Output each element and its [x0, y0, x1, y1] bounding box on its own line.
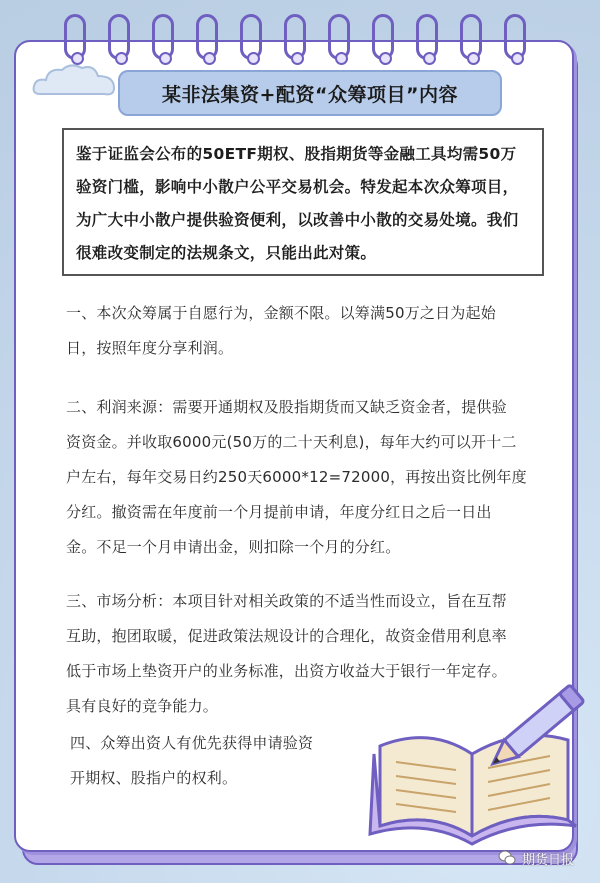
notebook-rings: [64, 14, 524, 74]
section-line: 户左右，每年交易日约250天6000*12=72000，再按出资比例年度: [66, 468, 527, 486]
cloud-icon: [30, 60, 120, 100]
notebook-ring-icon: [328, 14, 350, 60]
notebook-ring-icon: [64, 14, 86, 60]
section-line: 资资金。并收取6000元(50万的二十天利息)，每年大约可以开十二: [66, 433, 517, 451]
section-1: [66, 296, 536, 366]
page-title: 某非法集资+配资“众筹项目”内容: [162, 83, 458, 106]
intro-text: 鉴于证监会公布的50ETF期权、股指期货等金融工具均需50万验资门槛，影响中小散户公平交易机会。特发起本次众筹项目，为广大中小散户提供验资便利，以改善中小散的交易处境。我们很难改变制定的法规条文，只能出此对策。: [76, 145, 519, 262]
wechat-icon: [498, 849, 516, 867]
notebook-ring-icon: [372, 14, 394, 60]
section-2: [66, 390, 536, 565]
section-line: 三、市场分析：本项目针对相关政策的不适当性而设立，旨在互帮: [66, 592, 507, 610]
watermark: [498, 846, 574, 870]
section-line: 金。不足一个月申请出金，则扣除一个月的分红。: [66, 538, 401, 556]
section-line: 分红。撤资需在年度前一个月提前申请，年度分红日之后一日出: [66, 503, 492, 521]
section-4: [70, 726, 390, 796]
open-book-icon: [370, 735, 576, 844]
watermark-text: 期货日报: [522, 852, 575, 868]
section-line: 互助，抱团取暖，促进政策法规设计的合理化，故资金借用利息率: [66, 627, 507, 645]
section-line: 二、利润来源：需要开通期权及股指期货而又缺乏资金者，提供验: [66, 398, 507, 416]
notebook-ring-icon: [152, 14, 174, 60]
notebook-ring-icon: [284, 14, 306, 60]
section-line: 四、众筹出资人有优先获得申请验资: [70, 734, 314, 752]
notebook-ring-icon: [108, 14, 130, 60]
intro-box: [62, 128, 544, 276]
section-line: 日，按照年度分享利润。: [66, 339, 234, 357]
open-book-illustration: [360, 676, 590, 846]
section-line: 一、本次众筹属于自愿行为，金额不限。以筹满50万之日为起始: [66, 304, 496, 322]
section-line: 开期权、股指户的权利。: [70, 769, 238, 787]
section-line: 具有良好的竞争能力。: [66, 697, 219, 715]
notebook-ring-icon: [416, 14, 438, 60]
title-banner: [118, 70, 502, 116]
notebook-ring-icon: [460, 14, 482, 60]
notebook-ring-icon: [240, 14, 262, 60]
notebook-ring-icon: [196, 14, 218, 60]
notebook-ring-icon: [504, 14, 526, 60]
section-line: 低于市场上垫资开户的业务标准，出资方收益大于银行一年定存。: [66, 662, 507, 680]
